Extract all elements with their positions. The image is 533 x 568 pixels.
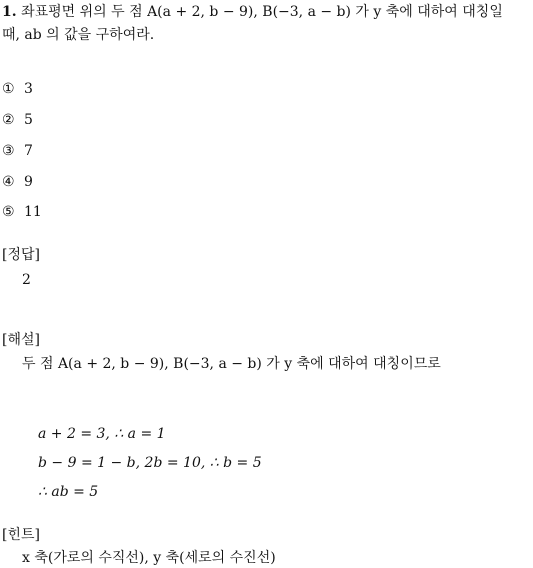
choice-value: 9	[24, 174, 33, 190]
explanation-step-2: b − 9 = 1 − b, 2b = 10, ∴ b = 5	[38, 455, 262, 471]
choice-value: 7	[24, 143, 33, 159]
choice-1	[2, 79, 33, 99]
question-line-1	[2, 2, 503, 22]
choice-value: 5	[24, 112, 33, 128]
question-number: 1.	[2, 4, 17, 20]
explanation-step-1: a + 2 = 3, ∴ a = 1	[38, 426, 166, 442]
choice-marker: ②	[2, 112, 15, 128]
choice-marker: ③	[2, 143, 15, 159]
hint-label: [힌트]	[2, 527, 40, 543]
choice-3	[2, 141, 33, 161]
choice-4	[2, 172, 33, 192]
choice-marker: ①	[2, 81, 15, 97]
explanation-intro: 두 점 A(a + 2, b − 9), B(−3, a − b) 가 y 축에 대하여 대칭이므로	[22, 356, 441, 372]
choice-marker: ④	[2, 174, 15, 190]
question-line-2: 때, ab 의 값을 구하여라.	[2, 27, 155, 43]
answer-label: [정답]	[2, 247, 40, 263]
choice-value: 3	[24, 81, 33, 97]
choice-marker: ⑤	[2, 204, 15, 220]
answer-value: 2	[22, 272, 31, 288]
explanation-step-3: ∴ ab = 5	[38, 484, 99, 500]
hint-text: x 축(가로의 수직선), y 축(세로의 수진선)	[22, 550, 276, 566]
choice-2	[2, 110, 33, 130]
choice-5	[2, 202, 42, 222]
question-text-1: 좌표평면 위의 두 점 A(a + 2, b − 9), B(−3, a − b) 가 y 축에 대하여 대칭일	[21, 4, 503, 20]
choice-value: 11	[24, 204, 42, 220]
explanation-label: [해설]	[2, 332, 40, 348]
